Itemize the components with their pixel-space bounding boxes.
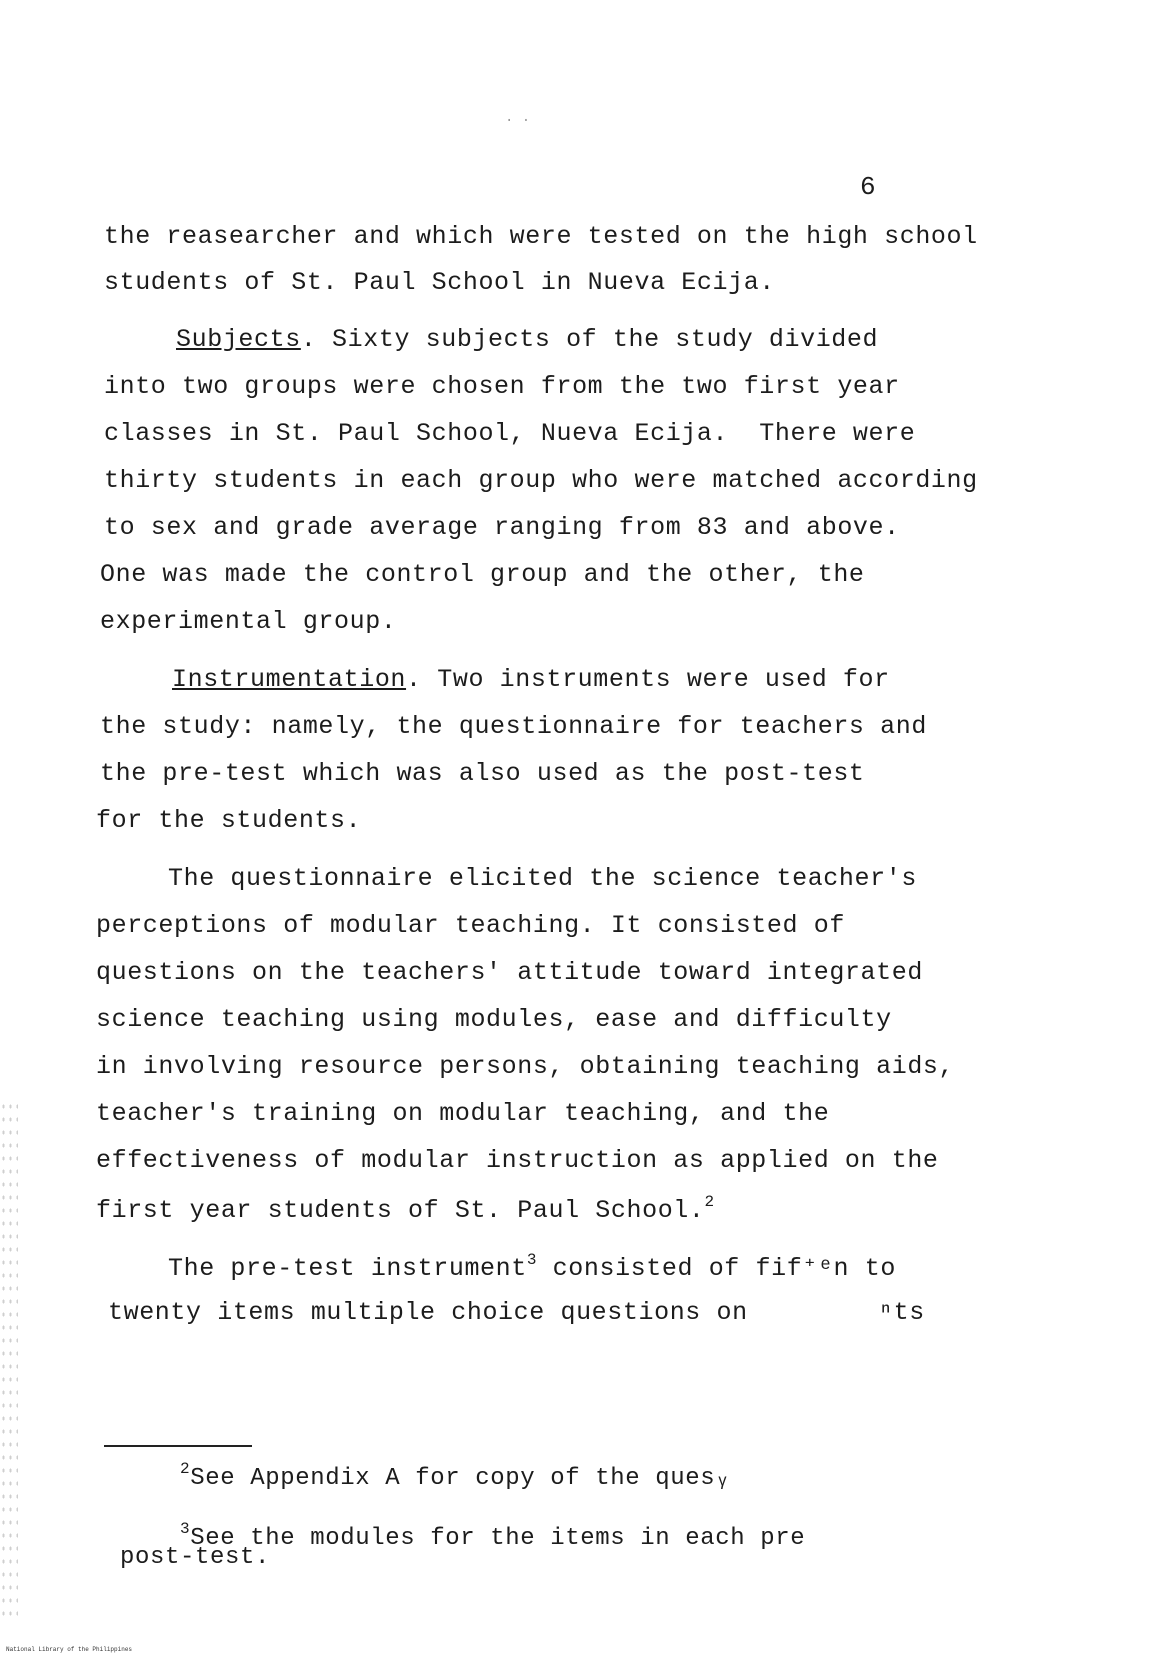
scan-noise — [0, 1100, 18, 1620]
text-line: questions on the teachers' attitude toward integrated — [96, 958, 923, 987]
text-line: for the students. — [96, 806, 362, 835]
text-line: in involving resource persons, obtaining teaching aids, — [96, 1052, 955, 1081]
text-line: perceptions of modular teaching. It consisted of — [96, 911, 845, 940]
text-line: twenty items multiple choice questions on — [108, 1298, 748, 1327]
text-line: students of St. Paul School in Nueva Ecija. — [104, 268, 775, 297]
text-line: effectiveness of modular instruction as applied on the — [96, 1146, 939, 1175]
footnote-number: 2 — [180, 1460, 191, 1478]
subjects-paragraph-first-line — [176, 325, 878, 354]
footnote-number: 3 — [180, 1520, 191, 1538]
text-span: . Sixty subjects of the study divided — [300, 325, 879, 354]
text-line: thirty students in each group who were matched according — [104, 466, 978, 495]
footnote-3 — [180, 1520, 805, 1552]
text-line: into two groups were chosen from the two first year — [104, 372, 900, 401]
footnote-ref-3: 3 — [526, 1251, 538, 1269]
text-fragment: ⁿts — [878, 1298, 925, 1327]
page-number: 6 — [860, 172, 876, 202]
text-line: science teaching using modules, ease and difficulty — [96, 1005, 892, 1034]
text-line-with-footnote-ref — [168, 1251, 896, 1283]
footnote-ref-2: 2 — [704, 1193, 715, 1211]
instrumentation-heading: Instrumentation — [172, 665, 407, 694]
text-line: The questionnaire elicited the science teacher's — [168, 864, 917, 893]
footnote-text: See Appendix A for copy of the quesᵧ — [190, 1465, 731, 1492]
text-line: teacher's training on modular teaching, and the — [96, 1099, 830, 1128]
header-marks: . . — [505, 110, 531, 126]
text-span: consisted of fif⁺ᵉn to — [537, 1254, 896, 1283]
instrumentation-paragraph-first-line — [172, 665, 890, 694]
text-line: classes in St. Paul School, Nueva Ecija. There were — [104, 419, 916, 448]
text-line: the pre-test which was also used as the post-test — [100, 759, 865, 788]
subjects-heading: Subjects — [176, 325, 301, 354]
footnote-rule — [104, 1445, 252, 1447]
footnote-2 — [180, 1460, 730, 1492]
text-span: first year students of St. Paul School. — [96, 1196, 705, 1225]
footnote-3-continuation: post-test. — [120, 1544, 271, 1571]
text-line: experimental group. — [100, 607, 397, 636]
text-line: the study: namely, the questionnaire for teachers and — [100, 712, 927, 741]
footnote-text: See the modules for the items in each pre — [190, 1525, 806, 1552]
text-line: to sex and grade average ranging from 83 and above. — [104, 513, 900, 542]
text-line-with-footnote-ref — [96, 1193, 715, 1225]
text-line: the reasearcher and which were tested on the high school — [104, 222, 978, 251]
text-span: The pre-test instrument — [168, 1254, 527, 1283]
text-line: One was made the control group and the other, the — [100, 560, 865, 589]
text-span: . Two instruments were used for — [406, 665, 890, 694]
library-stamp: National Library of the Philippines — [6, 1646, 133, 1653]
